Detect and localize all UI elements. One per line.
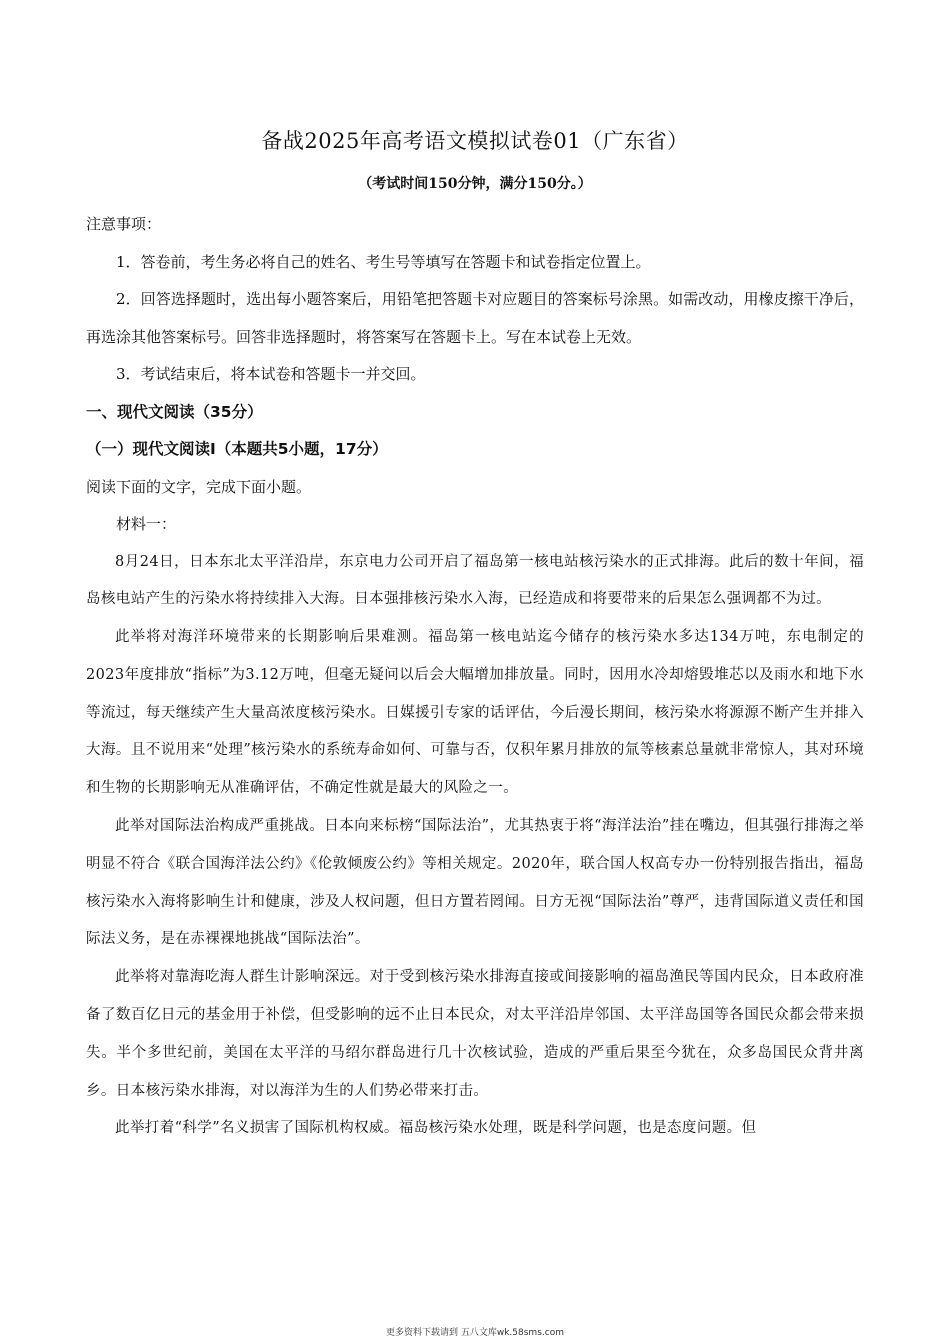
- material-paragraph: 此举将对海洋环境带来的长期影响后果难测。福岛第一核电站迄今储存的核污染水多达134万吨，东电制定的2023年度排放“指标”为3.12万吨，但毫无疑问以后会大幅增加排放量。同时，因用水冷却熔毁堆芯以及雨水和地下水等流过，每天继续产生大量高浓度核污染水。日媒援引专家的话评估，今后漫长期间，核污染水将源源不断产生并排入大海。且不说用来“处理”核污染水的系统寿命如何、可靠与否，仅积年累月排放的氚等核素总量就非常惊人，其对环境和生物的长期影响无从准确评估，不确定性就是最大的风险之一。: [86, 629, 864, 797]
- notice-label: 注意事项：: [86, 215, 162, 233]
- page-title: 备战2025年高考语文模拟试卷01（广东省）: [261, 129, 689, 153]
- section-heading: 一、现代文阅读（35分）: [86, 402, 263, 421]
- section-subheading: （一）现代文阅读Ⅰ（本题共5小题，17分）: [86, 440, 388, 458]
- page-body: [86, 206, 864, 1148]
- reading-instruction: 阅读下面的文字，完成下面小题。: [86, 477, 312, 496]
- exam-time-note: （考试时间150分钟，满分150分。）: [358, 176, 592, 192]
- download-footer: 更多资料下载请到 五八文库wk.58sms.com: [386, 1328, 564, 1338]
- material-paragraph: 此举将对靠海吃海人群生计影响深远。对于受到核污染水排海直接或间接影响的福岛渔民等国内民众，日本政府准备了数百亿日元的基金用于补偿，但受影响的远不止日本民众，对太平洋沿岸邻国、太平洋岛国等各国民众都会带来损失。半个多世纪前，美国在太平洋的马绍尔群岛进行几十次核试验，造成的严重后果至今犹在，众多岛国民众背井离乡。日本核污染水排海，对以海洋为生的人们势必带来打击。: [86, 969, 864, 1099]
- notice-item-3: 3．考试结束后，将本试卷和答题卡一并交回。: [116, 365, 426, 383]
- material-paragraph: 此举对国际法治构成严重挑战。日本向来标榜“国际法治”，尤其热衷于将“海洋法治”挂在嘴边，但其强行排海之举明显不符合《联合国海洋法公约》《伦敦倾废公约》等相关规定。2020年，联合国人权高专办一份特别报告指出，福岛核污染水入海将影响生计和健康，涉及人权问题，但日方置若罔闻。日方无视“国际法治”尊严，违背国际道义责任和国际法义务，是在赤裸裸地挑战“国际法治”。: [86, 818, 864, 948]
- notice-item-1: 1．答卷前，考生务必将自己的姓名、考生号等填写在答题卡和试卷指定位置上。: [116, 252, 651, 271]
- material-paragraph: 此举打着“科学”名义损害了国际机构权威。福岛核污染水处理，既是科学问题，也是态度问题。但: [115, 1120, 757, 1137]
- notice-item-2: 2．回答选择题时，选出每小题答案后，用铅笔把答题卡对应题目的答案标号涂黑。如需改动，用橡皮擦干净后，再选涂其他答案标号。回答非选择题时，将答案写在答题卡上。写在本试卷上无效。: [86, 290, 864, 346]
- material-paragraph: 8月24日，日本东北太平洋沿岸，东京电力公司开启了福岛第一核电站核污染水的正式排海。此后的数十年间，福岛核电站产生的污染水将持续排入大海。日本强排核污染水入海，已经造成和将要带来的后果怎么强调都不为过。: [86, 553, 864, 608]
- material-label: 材料一：: [116, 515, 177, 533]
